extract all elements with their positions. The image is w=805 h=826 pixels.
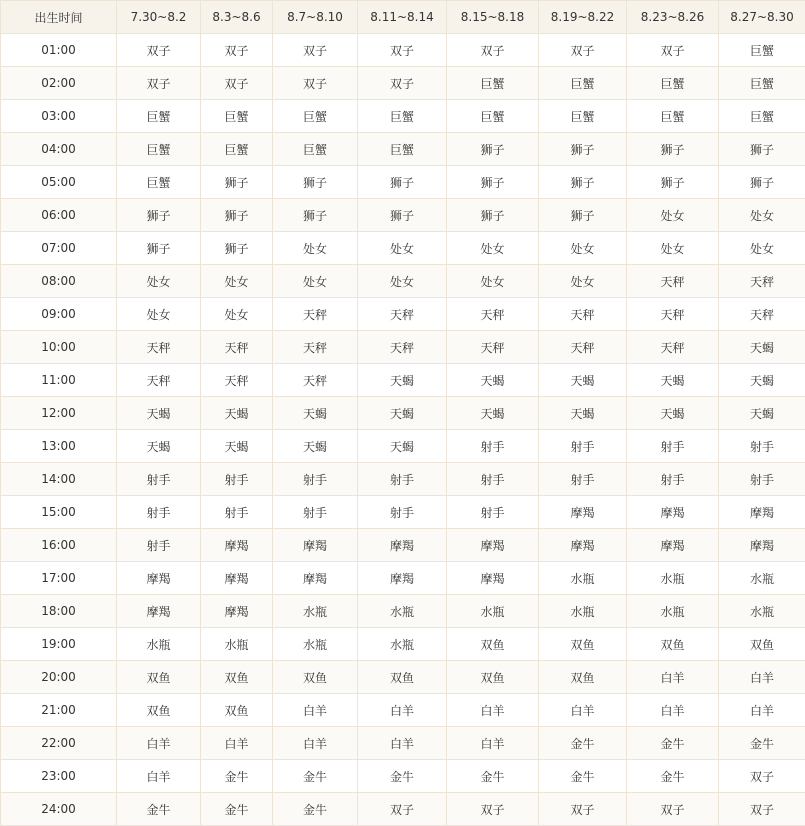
zodiac-cell: 天蝎 <box>447 364 539 397</box>
zodiac-cell: 双子 <box>719 793 805 826</box>
zodiac-cell: 射手 <box>117 463 201 496</box>
zodiac-cell: 狮子 <box>117 199 201 232</box>
zodiac-cell: 天蝎 <box>201 430 273 463</box>
zodiac-cell: 天秤 <box>719 265 805 298</box>
table-body <box>1 34 805 826</box>
zodiac-cell: 天蝎 <box>358 430 447 463</box>
zodiac-cell: 水瓶 <box>273 595 358 628</box>
zodiac-cell: 金牛 <box>539 727 627 760</box>
time-cell: 03:00 <box>1 100 117 133</box>
zodiac-cell: 狮子 <box>447 133 539 166</box>
zodiac-cell: 摩羯 <box>201 595 273 628</box>
zodiac-cell: 摩羯 <box>117 562 201 595</box>
zodiac-cell: 天蝎 <box>358 364 447 397</box>
time-cell: 10:00 <box>1 331 117 364</box>
zodiac-cell: 狮子 <box>201 199 273 232</box>
zodiac-cell: 处女 <box>201 298 273 331</box>
table-row <box>1 397 805 430</box>
zodiac-cell: 射手 <box>201 496 273 529</box>
zodiac-cell: 处女 <box>358 232 447 265</box>
zodiac-cell: 天秤 <box>117 364 201 397</box>
header-date-range: 8.11~8.14 <box>358 1 447 34</box>
zodiac-cell: 金牛 <box>201 760 273 793</box>
zodiac-cell: 双鱼 <box>719 628 805 661</box>
zodiac-cell: 金牛 <box>627 727 719 760</box>
table-row <box>1 496 805 529</box>
zodiac-cell: 天蝎 <box>539 397 627 430</box>
zodiac-cell: 处女 <box>719 199 805 232</box>
zodiac-cell: 摩羯 <box>273 529 358 562</box>
zodiac-cell: 狮子 <box>358 199 447 232</box>
zodiac-cell: 射手 <box>447 463 539 496</box>
zodiac-cell: 射手 <box>117 496 201 529</box>
zodiac-cell: 狮子 <box>117 232 201 265</box>
table-row <box>1 199 805 232</box>
zodiac-cell: 水瓶 <box>627 595 719 628</box>
zodiac-cell: 天秤 <box>719 298 805 331</box>
zodiac-cell: 水瓶 <box>201 628 273 661</box>
table-row <box>1 331 805 364</box>
zodiac-cell: 水瓶 <box>719 562 805 595</box>
zodiac-cell: 天秤 <box>358 331 447 364</box>
zodiac-cell: 双鱼 <box>117 694 201 727</box>
zodiac-cell: 巨蟹 <box>627 67 719 100</box>
time-cell: 20:00 <box>1 661 117 694</box>
zodiac-cell: 摩羯 <box>447 562 539 595</box>
header-date-range: 8.27~8.30 <box>719 1 805 34</box>
zodiac-cell: 射手 <box>719 430 805 463</box>
time-cell: 11:00 <box>1 364 117 397</box>
zodiac-cell: 巨蟹 <box>539 100 627 133</box>
zodiac-cell: 处女 <box>358 265 447 298</box>
zodiac-cell: 天秤 <box>117 331 201 364</box>
zodiac-cell: 射手 <box>447 430 539 463</box>
zodiac-cell: 天秤 <box>201 364 273 397</box>
zodiac-cell: 水瓶 <box>719 595 805 628</box>
zodiac-cell: 处女 <box>447 265 539 298</box>
zodiac-cell: 天秤 <box>447 298 539 331</box>
zodiac-cell: 天秤 <box>627 298 719 331</box>
header-birth-time: 出生时间 <box>1 1 117 34</box>
table-header-row <box>1 1 805 34</box>
time-cell: 15:00 <box>1 496 117 529</box>
zodiac-cell: 狮子 <box>273 166 358 199</box>
zodiac-cell: 双子 <box>447 34 539 67</box>
zodiac-cell: 天蝎 <box>719 364 805 397</box>
zodiac-cell: 天秤 <box>539 298 627 331</box>
zodiac-cell: 双鱼 <box>358 661 447 694</box>
zodiac-cell: 巨蟹 <box>273 100 358 133</box>
zodiac-cell: 双子 <box>358 793 447 826</box>
zodiac-cell: 摩羯 <box>117 595 201 628</box>
zodiac-cell: 狮子 <box>627 133 719 166</box>
zodiac-cell: 白羊 <box>627 694 719 727</box>
zodiac-cell: 处女 <box>117 298 201 331</box>
zodiac-cell: 双子 <box>358 34 447 67</box>
header-date-range: 8.15~8.18 <box>447 1 539 34</box>
zodiac-cell: 天蝎 <box>273 430 358 463</box>
table-row <box>1 793 805 826</box>
time-cell: 02:00 <box>1 67 117 100</box>
zodiac-cell: 天蝎 <box>117 397 201 430</box>
header-date-range: 8.19~8.22 <box>539 1 627 34</box>
zodiac-cell: 处女 <box>539 265 627 298</box>
zodiac-cell: 天蝎 <box>201 397 273 430</box>
zodiac-cell: 巨蟹 <box>117 100 201 133</box>
zodiac-cell: 狮子 <box>447 199 539 232</box>
time-cell: 19:00 <box>1 628 117 661</box>
zodiac-cell: 狮子 <box>539 166 627 199</box>
zodiac-cell: 巨蟹 <box>627 100 719 133</box>
zodiac-cell: 射手 <box>273 463 358 496</box>
table-row <box>1 34 805 67</box>
zodiac-cell: 双鱼 <box>539 628 627 661</box>
time-cell: 09:00 <box>1 298 117 331</box>
zodiac-cell: 白羊 <box>358 694 447 727</box>
zodiac-cell: 摩羯 <box>719 529 805 562</box>
time-cell: 13:00 <box>1 430 117 463</box>
zodiac-cell: 摩羯 <box>447 529 539 562</box>
table-row <box>1 67 805 100</box>
zodiac-cell: 天蝎 <box>358 397 447 430</box>
time-cell: 16:00 <box>1 529 117 562</box>
zodiac-cell: 双鱼 <box>201 694 273 727</box>
time-cell: 14:00 <box>1 463 117 496</box>
zodiac-cell: 水瓶 <box>447 595 539 628</box>
zodiac-cell: 天秤 <box>273 364 358 397</box>
zodiac-cell: 巨蟹 <box>201 100 273 133</box>
zodiac-cell: 双子 <box>358 67 447 100</box>
zodiac-cell: 双子 <box>117 34 201 67</box>
zodiac-cell: 金牛 <box>273 793 358 826</box>
zodiac-cell: 白羊 <box>719 694 805 727</box>
table-row <box>1 232 805 265</box>
zodiac-cell: 摩羯 <box>719 496 805 529</box>
table-row <box>1 298 805 331</box>
zodiac-cell: 天秤 <box>358 298 447 331</box>
zodiac-cell: 天秤 <box>447 331 539 364</box>
zodiac-cell: 射手 <box>358 463 447 496</box>
zodiac-cell: 双子 <box>273 67 358 100</box>
zodiac-cell: 水瓶 <box>539 595 627 628</box>
zodiac-cell: 处女 <box>447 232 539 265</box>
zodiac-cell: 双子 <box>117 67 201 100</box>
zodiac-cell: 天蝎 <box>539 364 627 397</box>
zodiac-cell: 摩羯 <box>627 496 719 529</box>
zodiac-cell: 双子 <box>627 34 719 67</box>
zodiac-cell: 天蝎 <box>719 397 805 430</box>
time-cell: 12:00 <box>1 397 117 430</box>
zodiac-cell: 狮子 <box>719 166 805 199</box>
zodiac-cell: 处女 <box>627 232 719 265</box>
header-date-range: 8.7~8.10 <box>273 1 358 34</box>
zodiac-cell: 射手 <box>201 463 273 496</box>
zodiac-cell: 巨蟹 <box>117 166 201 199</box>
zodiac-cell: 金牛 <box>273 760 358 793</box>
time-cell: 05:00 <box>1 166 117 199</box>
zodiac-cell: 射手 <box>358 496 447 529</box>
zodiac-cell: 白羊 <box>719 661 805 694</box>
zodiac-cell: 狮子 <box>273 199 358 232</box>
zodiac-cell: 双鱼 <box>447 628 539 661</box>
zodiac-cell: 天秤 <box>627 331 719 364</box>
zodiac-cell: 白羊 <box>117 760 201 793</box>
zodiac-cell: 白羊 <box>273 694 358 727</box>
zodiac-cell: 水瓶 <box>358 628 447 661</box>
zodiac-cell: 白羊 <box>447 694 539 727</box>
zodiac-cell: 巨蟹 <box>719 34 805 67</box>
table-row <box>1 265 805 298</box>
table-row <box>1 661 805 694</box>
zodiac-cell: 天秤 <box>201 331 273 364</box>
zodiac-cell: 射手 <box>627 463 719 496</box>
zodiac-cell: 双子 <box>201 34 273 67</box>
zodiac-cell: 狮子 <box>201 166 273 199</box>
table-row <box>1 430 805 463</box>
zodiac-cell: 狮子 <box>358 166 447 199</box>
zodiac-cell: 双子 <box>539 34 627 67</box>
zodiac-cell: 白羊 <box>201 727 273 760</box>
zodiac-cell: 巨蟹 <box>201 133 273 166</box>
zodiac-cell: 金牛 <box>358 760 447 793</box>
zodiac-cell: 天秤 <box>627 265 719 298</box>
zodiac-cell: 金牛 <box>627 760 719 793</box>
zodiac-cell: 双子 <box>273 34 358 67</box>
zodiac-cell: 水瓶 <box>539 562 627 595</box>
time-cell: 24:00 <box>1 793 117 826</box>
zodiac-cell: 白羊 <box>447 727 539 760</box>
time-cell: 08:00 <box>1 265 117 298</box>
zodiac-cell: 天秤 <box>273 298 358 331</box>
zodiac-cell: 狮子 <box>627 166 719 199</box>
table-row <box>1 694 805 727</box>
zodiac-cell: 处女 <box>201 265 273 298</box>
zodiac-cell: 天蝎 <box>627 397 719 430</box>
zodiac-cell: 水瓶 <box>358 595 447 628</box>
zodiac-cell: 巨蟹 <box>539 67 627 100</box>
zodiac-cell: 水瓶 <box>117 628 201 661</box>
zodiac-cell: 巨蟹 <box>358 100 447 133</box>
table-row <box>1 463 805 496</box>
header-date-range: 8.3~8.6 <box>201 1 273 34</box>
table-row <box>1 760 805 793</box>
zodiac-cell: 天蝎 <box>273 397 358 430</box>
zodiac-cell: 巨蟹 <box>719 100 805 133</box>
zodiac-cell: 天蝎 <box>719 331 805 364</box>
zodiac-cell: 双子 <box>201 67 273 100</box>
zodiac-cell: 巨蟹 <box>273 133 358 166</box>
zodiac-cell: 摩羯 <box>627 529 719 562</box>
table-row <box>1 628 805 661</box>
zodiac-cell: 摩羯 <box>539 529 627 562</box>
zodiac-cell: 双鱼 <box>273 661 358 694</box>
zodiac-cell: 双鱼 <box>627 628 719 661</box>
zodiac-cell: 巨蟹 <box>117 133 201 166</box>
zodiac-cell: 金牛 <box>539 760 627 793</box>
zodiac-cell: 狮子 <box>719 133 805 166</box>
zodiac-cell: 水瓶 <box>273 628 358 661</box>
zodiac-cell: 射手 <box>719 463 805 496</box>
table-row <box>1 133 805 166</box>
zodiac-cell: 射手 <box>539 463 627 496</box>
time-cell: 18:00 <box>1 595 117 628</box>
time-cell: 17:00 <box>1 562 117 595</box>
time-cell: 06:00 <box>1 199 117 232</box>
zodiac-cell: 天蝎 <box>117 430 201 463</box>
zodiac-cell: 白羊 <box>273 727 358 760</box>
zodiac-cell: 狮子 <box>447 166 539 199</box>
zodiac-cell: 处女 <box>539 232 627 265</box>
zodiac-cell: 狮子 <box>539 133 627 166</box>
zodiac-cell: 处女 <box>719 232 805 265</box>
zodiac-cell: 巨蟹 <box>719 67 805 100</box>
zodiac-cell: 处女 <box>627 199 719 232</box>
zodiac-cell: 双子 <box>719 760 805 793</box>
zodiac-cell: 摩羯 <box>539 496 627 529</box>
zodiac-cell: 白羊 <box>539 694 627 727</box>
zodiac-cell: 天秤 <box>539 331 627 364</box>
zodiac-cell: 摩羯 <box>358 529 447 562</box>
zodiac-cell: 金牛 <box>117 793 201 826</box>
time-cell: 07:00 <box>1 232 117 265</box>
zodiac-cell: 射手 <box>117 529 201 562</box>
zodiac-cell: 白羊 <box>358 727 447 760</box>
zodiac-cell: 金牛 <box>719 727 805 760</box>
zodiac-cell: 白羊 <box>627 661 719 694</box>
zodiac-cell: 双鱼 <box>201 661 273 694</box>
table-row <box>1 529 805 562</box>
zodiac-cell: 双鱼 <box>117 661 201 694</box>
zodiac-cell: 射手 <box>273 496 358 529</box>
zodiac-cell: 双鱼 <box>539 661 627 694</box>
zodiac-cell: 射手 <box>539 430 627 463</box>
time-cell: 01:00 <box>1 34 117 67</box>
time-cell: 04:00 <box>1 133 117 166</box>
zodiac-cell: 巨蟹 <box>358 133 447 166</box>
zodiac-cell: 射手 <box>627 430 719 463</box>
zodiac-cell: 巨蟹 <box>447 100 539 133</box>
zodiac-cell: 天蝎 <box>627 364 719 397</box>
zodiac-cell: 巨蟹 <box>447 67 539 100</box>
zodiac-cell: 白羊 <box>117 727 201 760</box>
zodiac-cell: 处女 <box>273 232 358 265</box>
zodiac-cell: 处女 <box>273 265 358 298</box>
table-row <box>1 562 805 595</box>
zodiac-cell: 天蝎 <box>447 397 539 430</box>
time-cell: 23:00 <box>1 760 117 793</box>
zodiac-cell: 双子 <box>539 793 627 826</box>
zodiac-cell: 双鱼 <box>447 661 539 694</box>
zodiac-cell: 双子 <box>627 793 719 826</box>
table-row <box>1 595 805 628</box>
zodiac-cell: 金牛 <box>447 760 539 793</box>
time-cell: 22:00 <box>1 727 117 760</box>
header-date-range: 7.30~8.2 <box>117 1 201 34</box>
zodiac-cell: 摩羯 <box>273 562 358 595</box>
time-cell: 21:00 <box>1 694 117 727</box>
zodiac-cell: 摩羯 <box>201 529 273 562</box>
table-row <box>1 100 805 133</box>
zodiac-cell: 双子 <box>447 793 539 826</box>
header-date-range: 8.23~8.26 <box>627 1 719 34</box>
zodiac-cell: 射手 <box>447 496 539 529</box>
zodiac-cell: 天秤 <box>273 331 358 364</box>
table-row <box>1 166 805 199</box>
zodiac-cell: 狮子 <box>539 199 627 232</box>
table-row <box>1 727 805 760</box>
table-row <box>1 364 805 397</box>
zodiac-cell: 狮子 <box>201 232 273 265</box>
zodiac-cell: 水瓶 <box>627 562 719 595</box>
zodiac-cell: 处女 <box>117 265 201 298</box>
zodiac-cell: 金牛 <box>201 793 273 826</box>
zodiac-cell: 摩羯 <box>358 562 447 595</box>
zodiac-cell: 摩羯 <box>201 562 273 595</box>
